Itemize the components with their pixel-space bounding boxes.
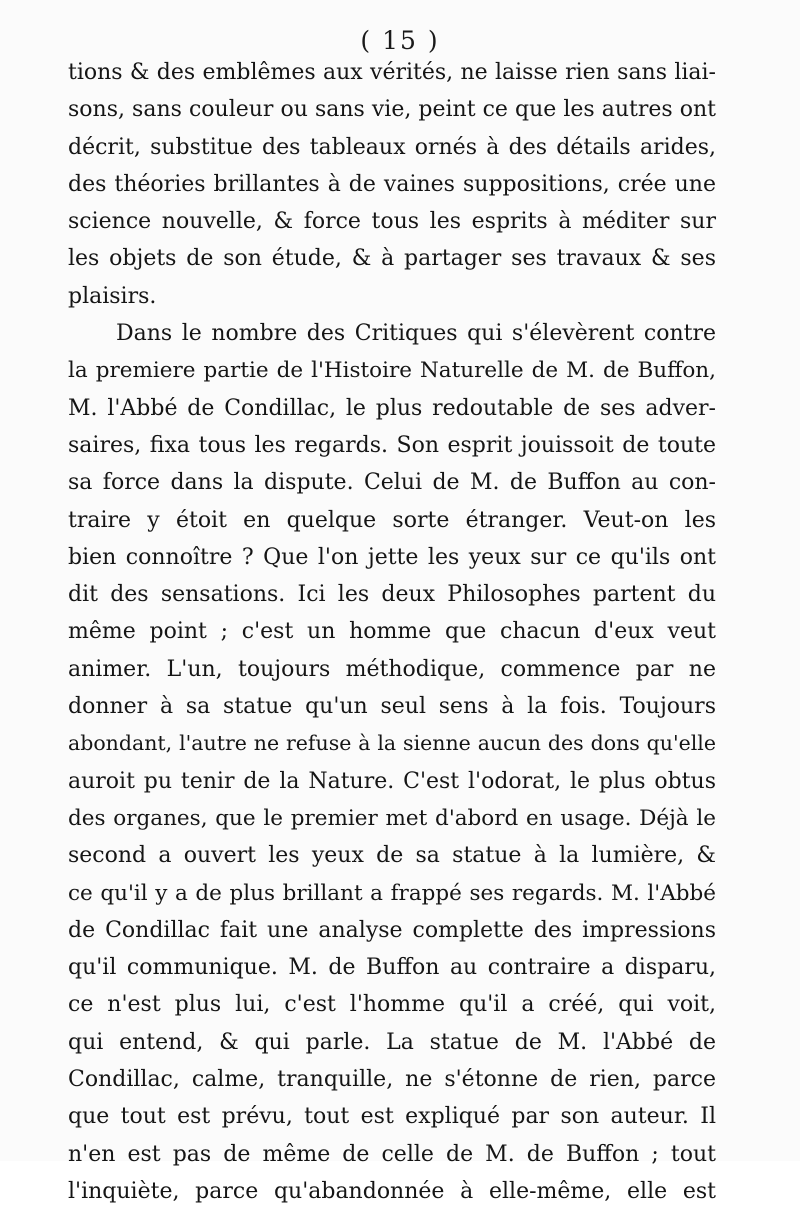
text-line: bien connoître ? Que l'on jette les yeux sur ce qu'ils ont	[68, 544, 716, 570]
text-line: traire y étoit en quelque sorte étranger. Veut-on les	[68, 507, 716, 533]
text-line: ce n'est plus lui, c'est l'homme qu'il a créé, qui voit,	[68, 992, 716, 1018]
text-line: animer. L'un, toujours méthodique, commence par ne	[68, 656, 716, 682]
text-line: saires, fixa tous les regards. Son esprit jouissoit de toute	[68, 432, 716, 458]
text-line: M. l'Abbé de Condillac, le plus redoutable de ses adver-	[68, 395, 716, 421]
text-line: tions & des emblêmes aux vérités, ne laisse rien sans liai-	[68, 60, 716, 85]
text-line: auroit pu tenir de la Nature. C'est l'odorat, le plus obtus	[68, 768, 716, 794]
text-line: second a ouvert les yeux de sa statue à la lumière, &	[68, 843, 716, 869]
text-line: ce qu'il y a de plus brillant a frappé ses regards. M. l'Abbé	[68, 880, 716, 906]
text-line: n'en est pas de même de celle de M. de Buffon ; tout	[68, 1141, 716, 1167]
paragraph-start-line: Dans le nombre des Critiques qui s'élevèrent contre	[116, 321, 716, 347]
text-line: Condillac, calme, tranquille, ne s'étonne de rien, parce	[68, 1067, 716, 1093]
text-line: donner à sa statue qu'un seul sens à la fois. Toujours	[68, 694, 716, 720]
text-line: sa force dans la dispute. Celui de M. de Buffon au con-	[68, 470, 716, 496]
text-line: plaisirs.	[68, 283, 157, 309]
text-line: qu'il communique. M. de Buffon au contraire a disparu,	[68, 955, 716, 981]
text-line: même point ; c'est un homme que chacun d'eux veut	[68, 619, 716, 645]
body-text	[68, 54, 716, 1210]
text-line: qui entend, & qui parle. La statue de M. l'Abbé de	[68, 1029, 716, 1055]
text-line: décrit, substitue des tableaux ornés à des détails arides,	[68, 134, 716, 160]
text-line: l'inquiète, parce qu'abandonnée à elle-même, elle est	[68, 1178, 716, 1204]
text-line: de Condillac fait une analyse complette des impressions	[68, 917, 716, 943]
text-line: les objets de son étude, & à partager ses travaux & ses	[68, 246, 716, 272]
text-line: abondant, l'autre ne refuse à la sienne aucun des dons qu'elle	[68, 731, 716, 756]
text-line: que tout est prévu, tout est expliqué par son auteur. Il	[68, 1104, 716, 1130]
text-line: la premiere partie de l'Histoire Naturelle de M. de Buffon,	[68, 358, 716, 384]
page-number: ( 15 )	[360, 26, 440, 55]
text-line: dit des sensations. Ici les deux Philosophes partent du	[68, 582, 716, 608]
text-line: des théories brillantes à de vaines suppositions, crée une	[68, 171, 716, 197]
text-line: sons, sans couleur ou sans vie, peint ce que les autres ont	[68, 97, 716, 123]
text-line: science nouvelle, & force tous les esprits à méditer sur	[68, 209, 716, 235]
text-line: des organes, que le premier met d'abord en usage. Déjà le	[68, 805, 716, 831]
